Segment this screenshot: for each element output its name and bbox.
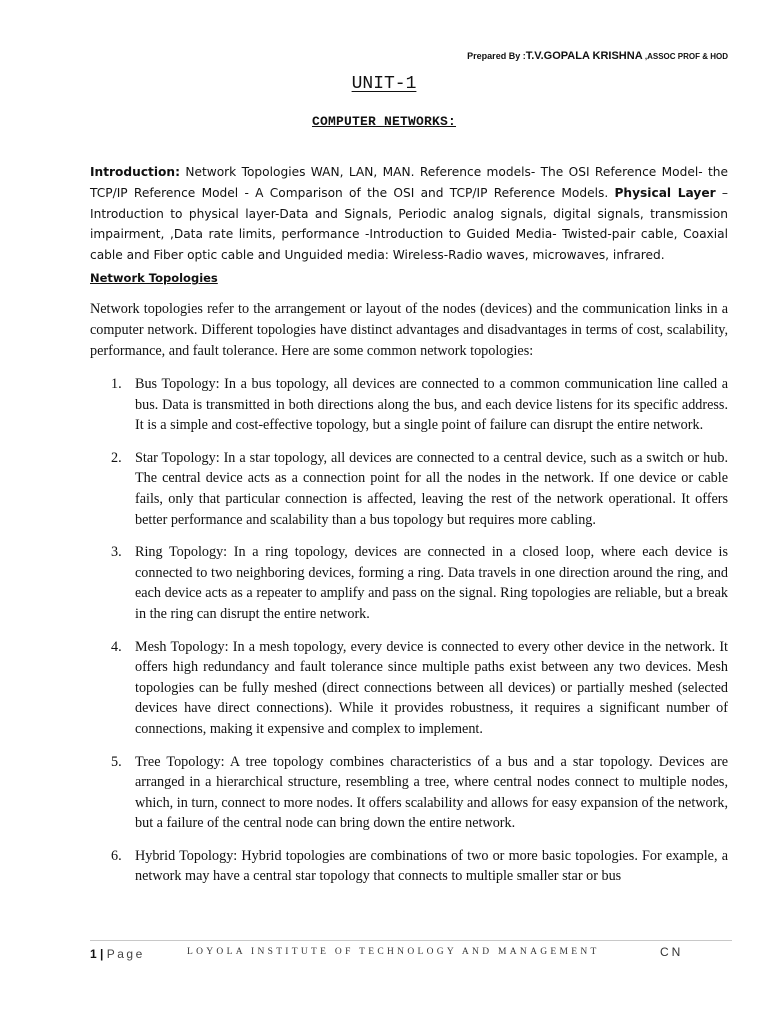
list-text: Ring Topology: In a ring topology, devices are connected in a closed loop, where each device is connected to two neighboring devices, forming a ring. Data travels in one direction around the ring, and each device acts as a repeater to amplify and pass on the signal. Ring topologies are reliable, but a break in the ring can disrupt the entire network.: [135, 544, 728, 622]
prepared-by-line: [467, 50, 728, 62]
list-number: 2.: [111, 449, 122, 466]
list-number: 6.: [111, 847, 122, 864]
topology-list: [90, 374, 728, 899]
list-item: [90, 752, 728, 834]
subject-title: COMPUTER NETWORKS:: [311, 114, 457, 129]
prepared-by-label: Prepared By :: [467, 51, 526, 61]
page-label: Page: [106, 947, 145, 961]
institution-name: LOYOLA INSTITUTE OF TECHNOLOGY AND MANAGEMENT: [187, 947, 600, 957]
list-item: [90, 846, 728, 887]
list-text: Tree Topology: A tree topology combines characteristics of a bus and a star topology. Devices are arranged in a hierarchical structure, resembling a tree, where central nodes connect to multiple nodes, which, in turn, connect to more nodes. It offers scalability and allows for easy expansion of the network, but a failure of the central node can bring down the entire network.: [135, 753, 728, 832]
course-code: CN: [660, 945, 684, 959]
list-number: 3.: [111, 544, 122, 561]
page-number: 1: [90, 947, 97, 961]
list-text: Star Topology: In a star topology, all devices are connected to a central device, such as a switch or hub. The central device acts as a connection point for all the nodes in the network. If one device or cable fails, only that particular connection is affected, leaving the rest of the network operational. It offers better performance and scalability than a bus topology but requires more cabling.: [135, 449, 728, 528]
list-number: 5.: [111, 753, 122, 770]
list-item: [90, 637, 728, 740]
list-item: [90, 542, 728, 624]
intro-label: Introduction:: [90, 165, 180, 179]
section-heading: Network Topologies: [90, 271, 218, 285]
list-number: 4.: [111, 638, 122, 655]
footer-separator: |: [96, 947, 107, 961]
list-text: Hybrid Topology: Hybrid topologies are combinations of two or more basic topologies. For example, a network may have a central star topology that connects to multiple smaller star or bus: [135, 847, 728, 885]
list-item: [90, 374, 728, 436]
author-role: ,ASSOC PROF & HOD: [642, 52, 728, 61]
footer-divider: [90, 940, 732, 941]
intro-paragraph: [90, 162, 728, 266]
list-text: Bus Topology: In a bus topology, all devices are connected to a common communication line called a bus. Data is transmitted in both directions along the bus, and each device listens for its specific address. It is a simple and cost-effective topology, but a single point of failure can disrupt the entire network.: [135, 376, 728, 434]
list-number: 1.: [111, 376, 122, 392]
section-paragraph: Network topologies refer to the arrangement or layout of the nodes (devices) and the communication links in a computer network. Different topologies have distinct advantages and disadvantages in terms of cost, scalability, performance, and fault tolerance. Here are some common network topologies:: [90, 301, 728, 359]
list-item: [90, 448, 728, 530]
intro-text-2: – Introduction to physical layer-Data and Signals, Periodic analog signals, digital signals, transmission impairment, ,Data rate limits, performance -Introduction to Guided Media- Twisted-pair cable, Coaxial cable and Fiber optic cable and Unguided media: Wireless-Radio waves, microwaves, infrared.: [90, 185, 728, 263]
physical-layer-label: Physical Layer: [614, 185, 716, 200]
unit-title: UNIT-1: [351, 74, 417, 94]
list-text: Mesh Topology: In a mesh topology, every device is connected to every other device in the network. It offers high redundancy and fault tolerance since multiple paths exist between any two devices. Mesh topologies can be fully meshed (direct connections between all devices) or partially meshed (selected devices have direct connections). While it provides robustness, it requires a significant number of connections, making it expensive and complex to implement.: [135, 638, 728, 737]
intro-text-1: Network Topologies WAN, LAN, MAN. Reference models- The OSI Reference Model- the TCP/IP Reference Model - A Comparison of the OSI and TCP/IP Reference Models.: [90, 165, 728, 200]
page-footer: [90, 945, 732, 963]
author-name: T.V.GOPALA KRISHNA: [525, 50, 643, 62]
